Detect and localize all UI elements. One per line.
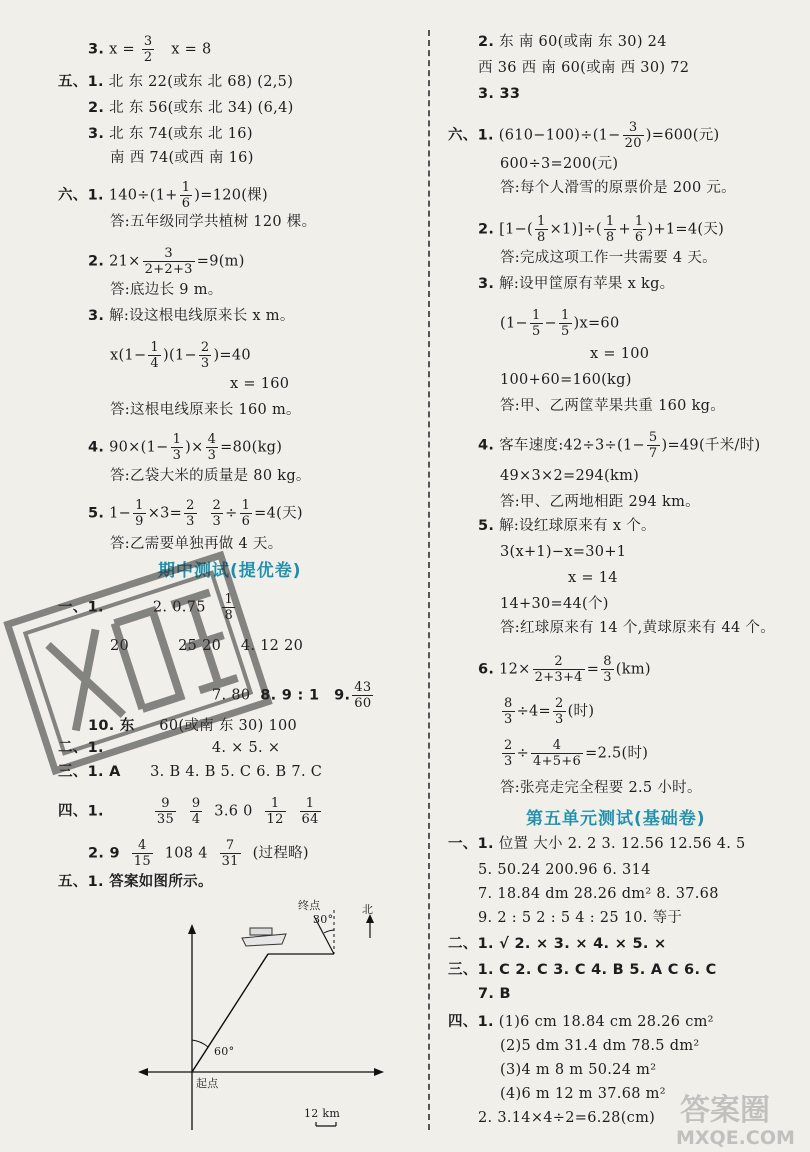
answer-line: (1− $\frac{1}{5}$ − $\frac{1}{5}$ )x=60: [500, 308, 620, 339]
answer-line: 六、1. 140÷(1+ $\frac{1}{6}$ )=120(棵): [58, 180, 268, 211]
answer-line: $\frac{8}{3}$ ÷4= $\frac{2}{3}$ (时): [504, 696, 595, 727]
answer-line: 一、1. 2. 0.75 $\frac{1}{8}$: [58, 592, 234, 623]
answer-line: (2)5 dm 31.4 dm 78.5 dm²: [500, 1038, 700, 1054]
answer-line: 答:五年级同学共植树 120 棵。: [110, 214, 317, 230]
answer-line: x = 100: [590, 346, 650, 362]
answer-line: 答:乙需要单独再做 4 天。: [110, 536, 283, 552]
answer-line: 答:甲、乙两筐苹果共重 160 kg。: [500, 398, 726, 414]
answer-line: 五、1. 北 东 22(或东 北 68) (2,5): [58, 74, 294, 90]
answer-line: 4. 客车速度:42÷3÷(1− $\frac{5}{7}$ )=49(千米/时): [478, 430, 761, 461]
answer-line: 2. [1−( $\frac{1}{8}$ ×1)]÷( $\frac{1}{8}$ + $\frac{1}{6}$ )+1=4(天): [478, 214, 725, 245]
answer-line: 二、1. 4. × 5. ×: [58, 740, 281, 756]
answer-line: 20 25 20 4. 12 20: [110, 638, 304, 654]
answer-line: 600÷3=200(元): [500, 156, 619, 172]
answer-line: 2. 21× $\frac{3}{2+2+3}$ =9(m): [88, 246, 245, 277]
answer-line: 3. x = $\frac{3}{2}$ x = 8: [88, 34, 212, 65]
answer-line: 5. 解:设红球原来有 x 个。: [478, 518, 656, 534]
direction-diagram: [130, 890, 390, 1140]
answer-line: 答:这根电线原来长 160 m。: [110, 402, 301, 418]
ship-icon: [242, 928, 286, 946]
answer-line: 答:张亮走完全程要 2.5 小时。: [500, 780, 702, 796]
answer-line: 6. 12× $\frac{2}{2+3+4}$ = $\frac{8}{3}$ (km): [478, 654, 651, 685]
map-angle-60: 60°: [214, 1045, 235, 1058]
answer-line: 二、1. √ 2. × 3. × 4. × 5. ×: [448, 936, 667, 952]
answer-line: 2. 北 东 56(或东 北 34) (6,4): [88, 100, 294, 116]
answer-line: x(1− $\frac{1}{4}$ )(1− $\frac{2}{3}$ )=40: [110, 340, 251, 371]
answer-line: 7. 18.84 dm 28.26 dm² 8. 37.68: [478, 886, 719, 902]
answer-line: 5. 1− $\frac{1}{9}$ ×3= $\frac{2}{3}$ $\frac{2}{3}$ ÷ $\frac{1}{6}$ =4(天): [88, 498, 303, 529]
answer-line: 7. B: [478, 986, 511, 1002]
answer-line: 答:甲、乙两地相距 294 km。: [500, 494, 700, 510]
map-north-label: 北: [362, 903, 374, 916]
answer-line: (3)4 m 8 m 50.24 m²: [500, 1062, 657, 1078]
answer-line: 答:乙袋大米的质量是 80 kg。: [110, 468, 311, 484]
section-title: 第五单元测试(基础卷): [526, 809, 706, 829]
answer-line: 7. 80 8. 9 : 1 9. $\frac{43}{60}$: [212, 680, 372, 711]
answer-line: 南 西 74(或西 南 16): [110, 150, 254, 166]
answer-line: 一、1. 位置 大小 2. 2 3. 12.56 12.56 4. 5: [448, 836, 746, 852]
answer-line: 五、1. 答案如图所示。: [58, 874, 213, 890]
answer-line: 14+30=44(个): [500, 596, 609, 612]
answer-line: 答:底边长 9 m。: [110, 282, 223, 298]
answer-line: 100+60=160(kg): [500, 372, 632, 388]
map-scale-label: 12 km: [304, 1107, 341, 1120]
answer-line: 3. 北 东 74(或东 北 16): [88, 126, 253, 142]
answer-line: 三、1. A 3. B 4. B 5. C 6. B 7. C: [58, 764, 323, 780]
answer-line: 六、1. (610−100)÷(1− $\frac{3}{20}$ )=600(元): [448, 120, 720, 151]
map-end-label: 终点: [298, 899, 321, 912]
section-title: 期中测试(提优卷): [158, 561, 302, 581]
column-divider: [428, 30, 430, 1130]
answer-line: 9. 2 : 5 2 : 5 4 : 25 10. 等于: [478, 910, 683, 926]
answer-line: (4)6 m 12 m 37.68 m²: [500, 1086, 666, 1102]
answer-line: 2. 东 南 60(或南 东 30) 24: [478, 34, 667, 50]
answer-line: 西 36 西 南 60(或南 西 30) 72: [478, 60, 690, 76]
answer-line: $\frac{2}{3}$ ÷ $\frac{4}{4+5+6}$ =2.5(时): [504, 738, 649, 769]
answer-line: 四、1. $\frac{9}{35}$ $\frac{9}{4}$ 3.6 0 $\frac{1}{12}$ $\frac{1}{64}$: [58, 796, 319, 827]
answer-line: 2. 3.14×4÷2=6.28(cm): [478, 1110, 656, 1126]
answer-line: 4. 90×(1− $\frac{1}{3}$ )× $\frac{4}{3}$ =80(kg): [88, 432, 283, 463]
answer-line: x = 160: [230, 376, 290, 392]
site-watermark: [640, 1085, 810, 1152]
answer-line: 答:红球原来有 14 个,黄球原来有 44 个。: [500, 620, 776, 636]
answer-line: 3. 解:设甲筐原有苹果 x kg。: [478, 276, 675, 292]
answer-line: 3(x+1)−x=30+1: [500, 544, 627, 560]
answer-line: 2. 9 $\frac{4}{15}$ 108 4 $\frac{7}{31}$ (过程略): [88, 838, 309, 869]
answer-line: 3. 33: [478, 86, 521, 102]
map-angle-30: 30°: [313, 913, 334, 926]
watermark-logo-text: 答案圈: [680, 1093, 770, 1128]
answer-line: 3. 解:设这根电线原来长 x m。: [88, 308, 295, 324]
answer-line: 10. 东 60(或南 东 30) 100: [88, 718, 298, 734]
answer-line: 答:每个人滑雪的原票价是 200 元。: [500, 180, 736, 196]
answer-line: 答:完成这项工作一共需要 4 天。: [500, 250, 717, 266]
answer-line: 四、1. (1)6 cm 18.84 cm 28.26 cm²: [448, 1014, 714, 1030]
answer-line: 5. 50.24 200.96 6. 314: [478, 862, 651, 878]
map-start-label: 起点: [196, 1077, 219, 1090]
fraction: $\frac{3}{2}$: [143, 34, 153, 65]
answer-line: x = 14: [568, 570, 618, 586]
answer-line: 49×3×2=294(km): [500, 468, 640, 484]
answer-line: 三、1. C 2. C 3. C 4. B 5. A C 6. C: [448, 962, 717, 978]
watermark-url: MXQE.COM: [676, 1127, 795, 1149]
